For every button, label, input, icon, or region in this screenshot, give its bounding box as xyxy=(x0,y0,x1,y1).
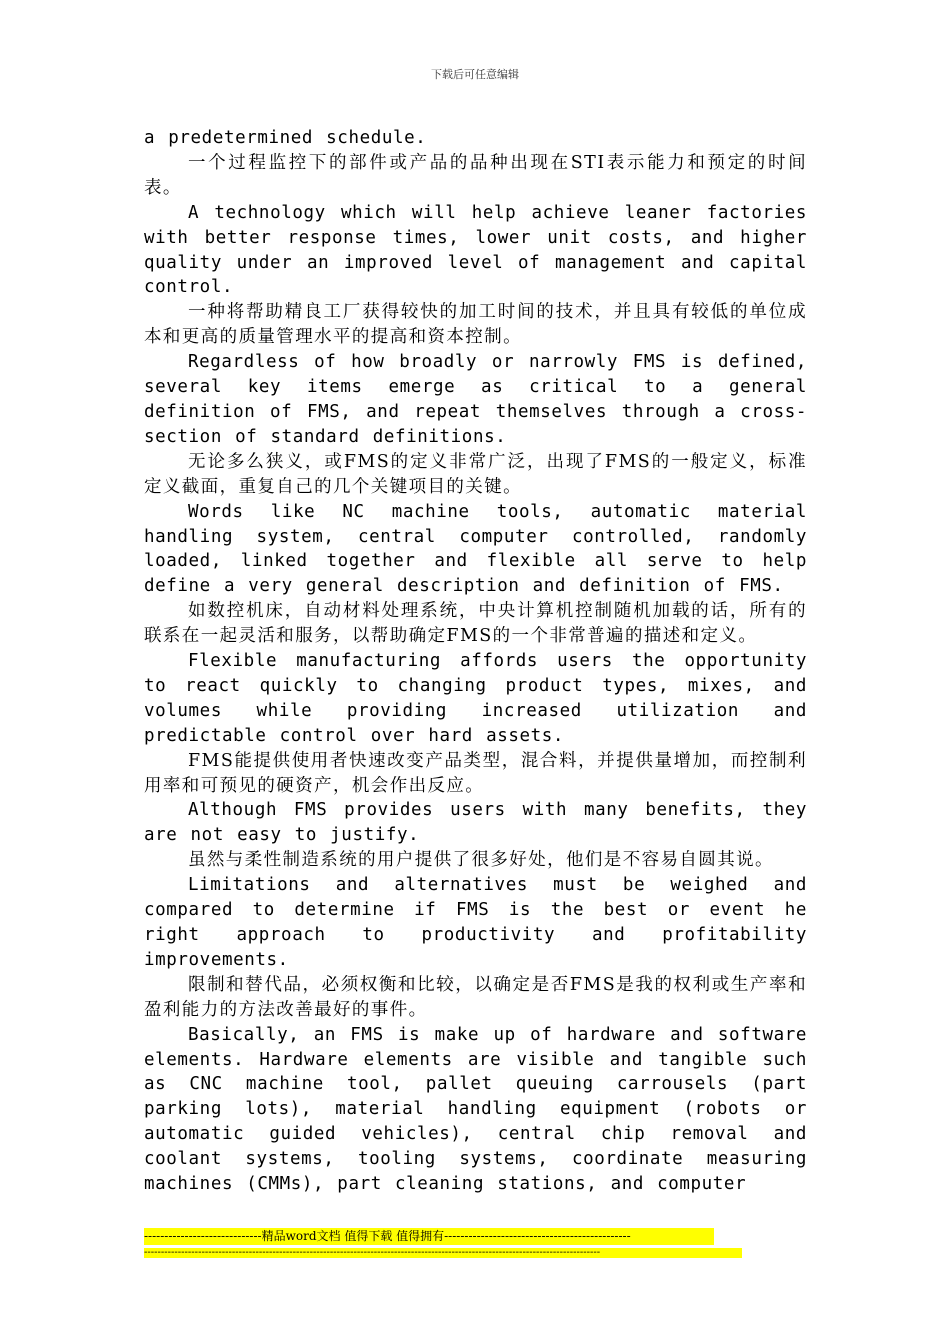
paragraph-chinese: 无论多么狭义，或FMS的定义非常广泛，出现了FMS的一般定义，标准定义截面，重复自己的几个关键项目的关键。 xyxy=(144,451,807,497)
paragraph-english: Limitations and alternatives must be weighed and compared to determine if FMS is the best or event he right approach to productivity and profitability improvements. xyxy=(144,875,807,970)
paragraph-chinese: 限制和替代品，必须权衡和比较，以确定是否FMS是我的权利或生产率和盈利能力的方法改善最好的事件。 xyxy=(144,974,807,1020)
paragraph-english: Words like NC machine tools, automatic material handling system, central computer controlled, randomly loaded, linked together and flexible all serve to help define a very general description and definition of FMS. xyxy=(144,501,807,597)
paragraph-english: Flexible manufacturing affords users the opportunity to react quickly to changing product types, mixes, and volumes while providing increased utilization and predictable control over hard assets. xyxy=(144,651,807,746)
paragraph-chinese: 如数控机床，自动材料处理系统，中央计算机控制随机加载的话，所有的联系在一起灵活和服务，以帮助确定FMS的一个非常普遍的描述和定义。 xyxy=(144,601,807,647)
paragraph-english: Basically, an FMS is make up of hardware and software elements. Hardware elements are visible and tangible such as CNC machine tool, pallet queuing carrousels (part parking lots), material handling equipment (robots or automatic guided vehicles), central chip removal and coolant systems, tooling systems, coordinate measuring machines (CMMs), part cleaning stations, and computer xyxy=(144,1024,807,1195)
paragraph-english: a predetermined schedule. xyxy=(144,128,427,148)
document-body xyxy=(144,126,807,1197)
paragraph-chinese: 一个过程监控下的部件或产品的品种出现在STI表示能力和预定的时间表。 xyxy=(144,152,807,198)
paragraph-chinese: 一种将帮助精良工厂获得较快的加工时间的技术，并且具有较低的单位成本和更高的质量管理水平的提高和资本控制。 xyxy=(144,302,807,348)
paragraph-english: Although FMS provides users with many benefits, they are not easy to justify. xyxy=(144,800,807,846)
paragraph-chinese: FMS能提供使用者快速改变产品类型，混合料，并提供量增加，而控制利用率和可预见的硬资产，机会作出反应。 xyxy=(144,750,807,796)
page-footer xyxy=(144,1228,744,1258)
paragraph-chinese: 虽然与柔性制造系统的用户提供了很多好处，他们是不容易自圆其说。 xyxy=(188,850,774,871)
paragraph-english: Regardless of how broadly or narrowly FMS is defined, several key items emerge as critical to a general definition of FMS, and repeat themselves through a cross-section of standard definitions. xyxy=(144,352,807,447)
footer-divider: --------------------------------------------------------------------------------------------------------------------------------------- xyxy=(144,1248,742,1258)
page-header: 下载后可任意编辑 xyxy=(431,68,519,81)
footer-banner: -----------------------------精品word文档 值得下载 值得拥有---------------------------------------------- xyxy=(144,1228,714,1245)
paragraph-english: A technology which will help achieve leaner factories with better response times, lower unit costs, and higher quality under an improved level of management and capital control. xyxy=(144,202,807,298)
